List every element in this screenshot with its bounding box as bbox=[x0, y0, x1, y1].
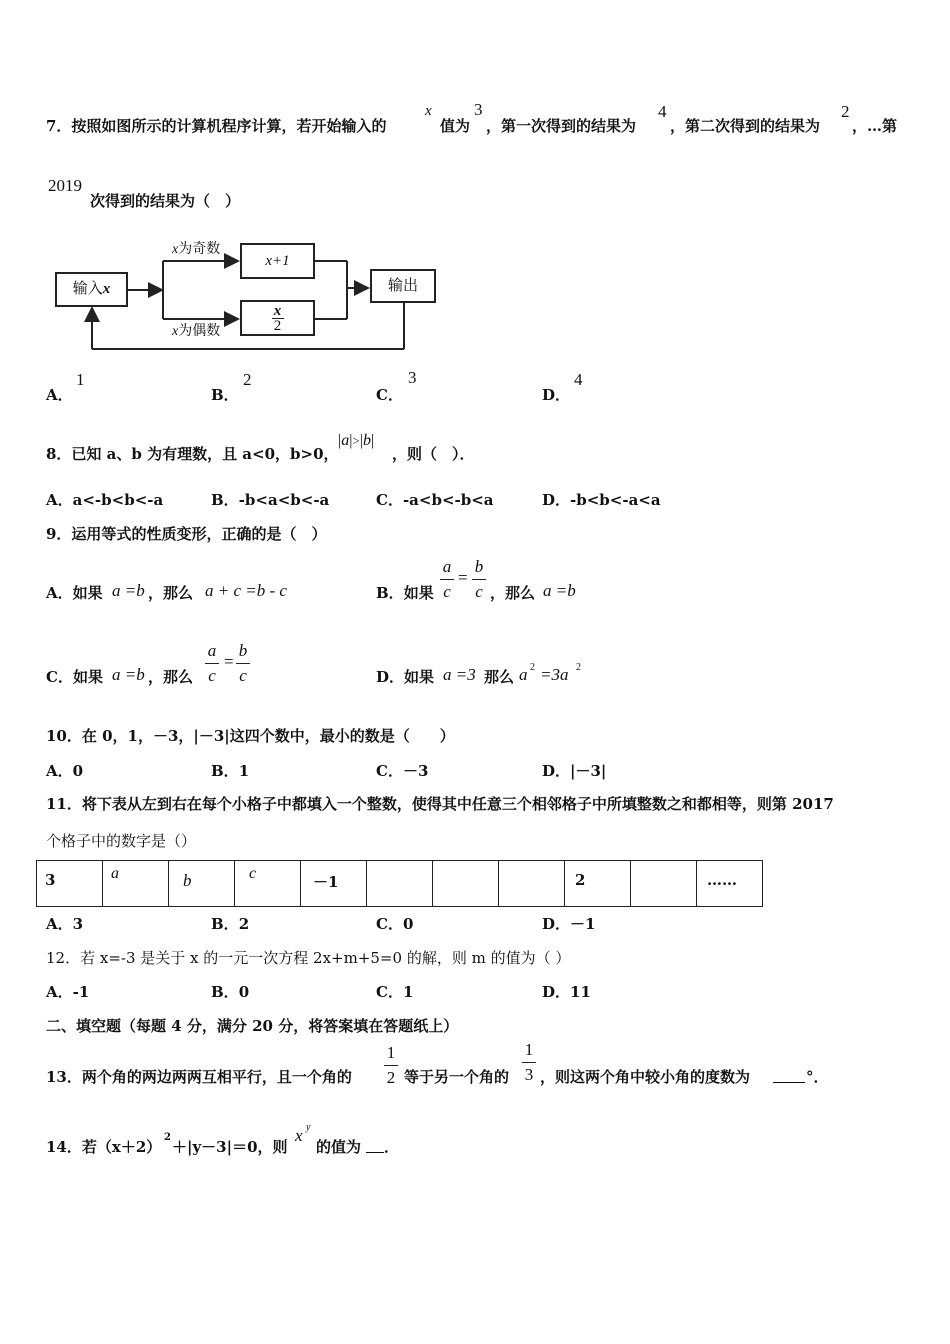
q12-option-d-label: D． bbox=[542, 983, 571, 1001]
q11-grid-row bbox=[37, 861, 763, 907]
q8-stem-b: ，则（ ）． bbox=[392, 445, 475, 463]
q13-stem-a: 13．两个角的两边两两互相平行，且一个角的 bbox=[46, 1068, 352, 1086]
q9-c-letter: C． bbox=[46, 668, 73, 686]
flow-even-var: x bbox=[172, 324, 179, 339]
q10-option-a-label: A． bbox=[46, 762, 73, 780]
q12-stem: 12．若 x=-3 是关于 x 的一元一次方程 2x+m+5=0 的解，则 m 的值为（ ） bbox=[46, 949, 571, 967]
q13-answer-blank[interactable] bbox=[773, 1066, 805, 1083]
q14-answer-blank[interactable] bbox=[366, 1136, 384, 1153]
q10-option-a bbox=[46, 760, 83, 781]
q9-b-f2d: c bbox=[475, 582, 483, 601]
q9-c-frac-b bbox=[236, 642, 250, 685]
q12-option-a-value: -1 bbox=[72, 983, 90, 1001]
q9-d-rhs: =3a bbox=[540, 665, 569, 684]
q9-c-f2n: b bbox=[238, 641, 248, 660]
q8-option-d-label: D． bbox=[542, 491, 571, 509]
q7-option-b-value: 2 bbox=[243, 370, 252, 389]
q7-stem-c: ，第一次得到的结果为 bbox=[486, 117, 637, 135]
q10-option-c-value: －3 bbox=[402, 762, 429, 780]
q11-option-a bbox=[46, 913, 83, 934]
q9-c-eq: = bbox=[224, 652, 234, 671]
flow-half-den: 2 bbox=[273, 318, 282, 334]
q14-square: 2 bbox=[164, 1132, 171, 1143]
q11-option-c-value: 0 bbox=[402, 915, 414, 933]
q10-option-d bbox=[542, 760, 606, 781]
q14-stem-c: 的值为 bbox=[316, 1138, 362, 1156]
q9-c-cond: a =b bbox=[112, 665, 145, 684]
q8-stem-a: 8．已知 a、b 为有理数，且 a<0，b>0， bbox=[46, 445, 339, 463]
grid-cell-9: 2 bbox=[565, 861, 631, 907]
q13-frac-half bbox=[384, 1044, 398, 1087]
q14-stem-b: ＋|y－3|＝0，则 bbox=[172, 1138, 288, 1156]
grid-cell-4: c bbox=[235, 861, 301, 907]
q11-option-a-value: 3 bbox=[72, 915, 84, 933]
q10-option-b bbox=[211, 760, 249, 781]
grid-cell-5: －1 bbox=[301, 861, 367, 907]
q8-option-d bbox=[542, 489, 661, 510]
q12-option-c-value: 1 bbox=[402, 983, 414, 1001]
q9-b-label bbox=[376, 582, 434, 603]
q7-option-c-label: C． bbox=[376, 386, 403, 404]
q13-stem-d: °． bbox=[806, 1068, 829, 1086]
q8-abs-expr: |a|>|b| bbox=[338, 432, 375, 449]
q12-option-b bbox=[211, 981, 249, 1002]
q7-stem-f: 次得到的结果为（ ） bbox=[90, 192, 241, 210]
section-2-heading: 二、填空题（每题 4 分，满分 20 分，将答案填在答题纸上） bbox=[46, 1017, 459, 1035]
q7-year: 2019 bbox=[48, 176, 82, 195]
q7-option-b-label: B． bbox=[211, 386, 239, 404]
q9-d-label bbox=[376, 666, 434, 687]
flow-odd-text: 为奇数 bbox=[178, 241, 221, 257]
q8-option-d-value: -b<b<-a<a bbox=[570, 491, 661, 509]
q11-option-d bbox=[542, 913, 595, 934]
q9-stem: 9．运用等式的性质变形，正确的是（ ） bbox=[46, 525, 327, 543]
flow-output-box: 输出 bbox=[370, 269, 436, 303]
grid-cell-1: 3 bbox=[37, 861, 103, 907]
q9-a-label bbox=[46, 582, 103, 603]
q11-option-b-label: B． bbox=[211, 915, 239, 933]
q9-c-if: 如果 bbox=[72, 668, 103, 686]
q9-a-then: ，那么 bbox=[148, 584, 194, 602]
q13-f1d: 2 bbox=[386, 1068, 396, 1087]
q9-d-if: 如果 bbox=[404, 668, 435, 686]
q9-c-f2d: c bbox=[239, 666, 247, 685]
q12-option-a bbox=[46, 981, 89, 1002]
q9-d-letter: D． bbox=[376, 668, 405, 686]
q7-val-2: 2 bbox=[841, 102, 850, 121]
q7-val-3: 3 bbox=[474, 100, 483, 119]
q7-stem-d: ，第二次得到的结果为 bbox=[670, 117, 821, 135]
q8-option-b-value: -b<a<b<-a bbox=[238, 491, 330, 509]
q12-option-c-label: C． bbox=[376, 983, 403, 1001]
flow-plus-one-box: x+1 bbox=[240, 243, 315, 279]
q13-stem-c: ，则这两个角中较小角的度数为 bbox=[540, 1068, 751, 1086]
q12-option-b-value: 0 bbox=[238, 983, 250, 1001]
q12-option-a-label: A． bbox=[46, 983, 73, 1001]
q11-option-b-value: 2 bbox=[238, 915, 250, 933]
flow-even-text: 为偶数 bbox=[178, 323, 221, 339]
q12-option-d bbox=[542, 981, 591, 1002]
q9-b-if: 如果 bbox=[403, 584, 434, 602]
q9-b-result: a =b bbox=[543, 581, 576, 600]
q9-d-lhs: a bbox=[519, 665, 528, 684]
q10-option-c bbox=[376, 760, 428, 781]
flow-half-num: x bbox=[272, 304, 284, 319]
q9-a-letter: A． bbox=[46, 584, 73, 602]
q7-stem-b: 值为 bbox=[440, 117, 471, 135]
q9-b-letter: B． bbox=[376, 584, 404, 602]
q11-option-a-label: A． bbox=[46, 915, 73, 933]
q9-a-if: 如果 bbox=[72, 584, 103, 602]
q11-stem-b: 个格子中的数字是（） bbox=[46, 832, 197, 850]
q8-option-a bbox=[46, 489, 163, 510]
q7-val-4: 4 bbox=[658, 102, 667, 121]
q14-stem-d: ． bbox=[384, 1138, 400, 1156]
q7-option-d-label: D． bbox=[542, 386, 571, 404]
q10-option-a-value: 0 bbox=[72, 762, 84, 780]
q14-stem-a: 14．若（x＋2） bbox=[46, 1138, 162, 1156]
q11-option-c-label: C． bbox=[376, 915, 403, 933]
q9-c-f1n: a bbox=[207, 641, 217, 660]
grid-cell-3: b bbox=[169, 861, 235, 907]
q10-option-d-label: D． bbox=[542, 762, 571, 780]
grid-cell-8 bbox=[499, 861, 565, 907]
q9-d-exp: 2 bbox=[530, 662, 535, 673]
q8-option-b bbox=[211, 489, 329, 510]
q7-stem-a: 7．按照如图所示的计算机程序计算，若开始输入的 bbox=[46, 117, 387, 135]
flow-even-label bbox=[172, 320, 220, 340]
q7-stem-e: ，…第 bbox=[852, 117, 898, 135]
q9-b-f1d: c bbox=[443, 582, 451, 601]
q9-b-f1n: a bbox=[442, 557, 452, 576]
q9-c-then: ，那么 bbox=[148, 668, 194, 686]
flow-input-label: 输入 bbox=[72, 281, 103, 297]
q8-option-c bbox=[376, 489, 494, 510]
q10-option-b-label: B． bbox=[211, 762, 239, 780]
q13-f1n: 1 bbox=[386, 1043, 396, 1062]
q13-stem-b: 等于另一个角的 bbox=[404, 1068, 510, 1086]
q8-gt: > bbox=[352, 433, 360, 448]
q14-exp-y: y bbox=[306, 1122, 311, 1133]
q12-option-c bbox=[376, 981, 413, 1002]
q7-option-a-label: A． bbox=[46, 386, 73, 404]
q9-a-result: a + c =b - c bbox=[205, 581, 287, 600]
q12-option-d-value: 11 bbox=[570, 983, 591, 1001]
q13-f2d: 3 bbox=[524, 1065, 534, 1084]
q8-option-c-value: -a<b<-b<a bbox=[402, 491, 494, 509]
q11-option-d-value: －1 bbox=[570, 915, 596, 933]
q11-option-d-label: D． bbox=[542, 915, 571, 933]
q10-option-d-value: |－3| bbox=[570, 762, 607, 780]
q9-b-frac-b bbox=[472, 558, 486, 601]
q9-b-then: ，那么 bbox=[490, 584, 536, 602]
flow-input-box bbox=[55, 272, 128, 307]
q10-stem: 10．在 0，1，－3，|－3|这四个数中，最小的数是（ ） bbox=[46, 727, 455, 745]
flow-input-var: x bbox=[102, 281, 111, 297]
grid-cell-7 bbox=[433, 861, 499, 907]
q9-c-f1d: c bbox=[208, 666, 216, 685]
flow-odd-label bbox=[172, 238, 220, 258]
q9-b-frac-a bbox=[440, 558, 454, 601]
q10-option-c-label: C． bbox=[376, 762, 403, 780]
q9-c-frac-a bbox=[205, 642, 219, 685]
q9-d-exp2: 2 bbox=[576, 662, 581, 673]
q13-f2n: 1 bbox=[524, 1040, 534, 1059]
q8-option-a-value: a<-b<b<-a bbox=[72, 491, 164, 509]
flow-half-box bbox=[240, 300, 315, 336]
q11-number-grid bbox=[36, 860, 763, 907]
q9-d-cond: a =3 bbox=[443, 665, 476, 684]
flow-odd-var: x bbox=[172, 242, 179, 257]
q9-a-cond: a =b bbox=[112, 581, 145, 600]
q10-option-b-value: 1 bbox=[238, 762, 250, 780]
q13-frac-third bbox=[522, 1041, 536, 1084]
q9-b-f2n: b bbox=[474, 557, 484, 576]
q8-option-a-label: A． bbox=[46, 491, 73, 509]
q9-d-then: 那么 bbox=[484, 668, 515, 686]
q7-option-c-value: 3 bbox=[408, 368, 417, 387]
q8-option-c-label: C． bbox=[376, 491, 403, 509]
q8-abs-b: b bbox=[362, 432, 371, 449]
q9-c-label bbox=[46, 666, 103, 687]
q9-b-eq: = bbox=[458, 568, 468, 587]
grid-cell-6 bbox=[367, 861, 433, 907]
q11-option-c bbox=[376, 913, 413, 934]
grid-cell-2: a bbox=[103, 861, 169, 907]
grid-cell-11: …… bbox=[697, 861, 763, 907]
q11-option-b bbox=[211, 913, 249, 934]
q11-stem-a: 11．将下表从左到右在每个小格子中都填入一个整数，使得其中任意三个相邻格子中所填整数之和都相等，则第 2017 bbox=[46, 795, 834, 813]
grid-cell-10 bbox=[631, 861, 697, 907]
q8-abs-a: a bbox=[341, 432, 350, 449]
q7-option-a-value: 1 bbox=[76, 370, 85, 389]
q7-var-x: x bbox=[425, 103, 432, 119]
q8-option-b-label: B． bbox=[211, 491, 239, 509]
q7-option-d-value: 4 bbox=[574, 370, 583, 389]
q14-base-x: x bbox=[295, 1126, 303, 1145]
q12-option-b-label: B． bbox=[211, 983, 239, 1001]
